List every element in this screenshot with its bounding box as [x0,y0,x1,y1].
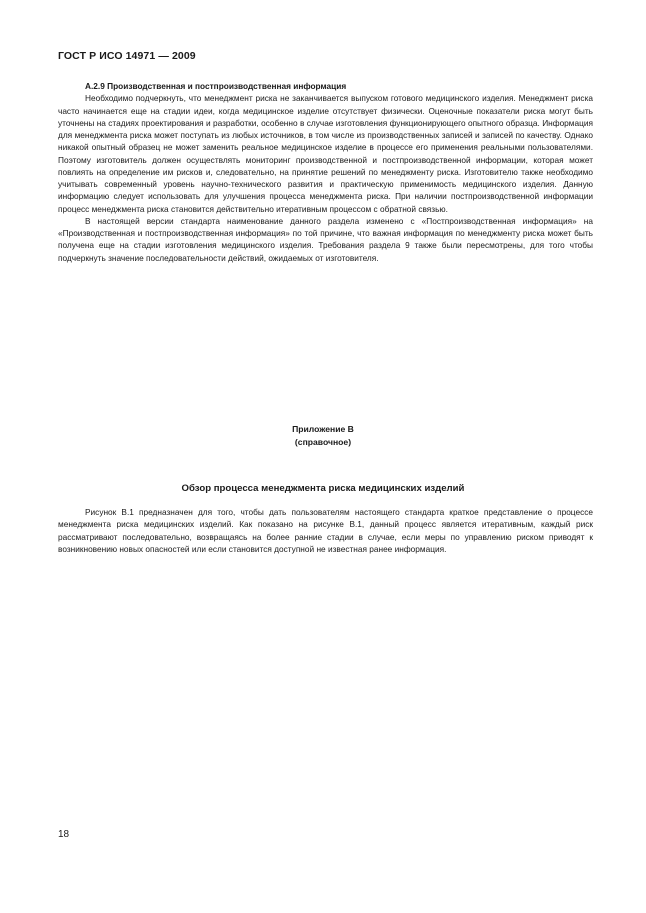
appendix-title: Приложение В [292,424,354,434]
appendix-heading [0,423,646,448]
document-header-title: ГОСТ Р ИСО 14971 — 2009 [58,50,196,62]
section-a-2-9 [58,80,593,264]
paragraph: Необходимо подчеркнуть, что менеджмент риска не заканчивается выпуском готового медицинского изделия. Менеджмент риска часто начинается еще на стадии идеи, когда медицинское изделие отсутствует физически. Оценочные показатели риска могут быть уточнены на стадиях проектирования и разработки, особенно в случае изготовления функционирующего опытного образца. Информация для менеджмента риска может поступать из любых источников, в том числе из производственных записей и записей по качеству. Однако никакой опытный образец не может заменить реальное медицинское изделие в процессе его применения реальными пользователями. Поэтому изготовитель должен осуществлять мониторинг производственной и постпроизводственной информации, которая может повлиять на определение им рисков и, следовательно, на принятие решений по менеджменту риска. Изготовителю также необходимо учитывать современный уровень научно-технического развития и практическую применимость медицинского изделия. Данную информацию следует использовать для улучшения процесса менеджмента риска. При наличии постпроизводственной информации процесс менеджмента риска становится действительно итеративным процессом с обратной связью. [58,93,593,214]
overview-title: Обзор процесса менеджмента риска медицинских изделий [181,483,465,494]
section-heading: А.2.9 Производственная и постпроизводственная информация [85,81,347,91]
paragraph: Рисунок В.1 предназначен для того, чтобы дать пользователям настоящего стандарта краткое представление о процессе менеджмента риска медицинских изделий. Как показано на рисунке В.1, данный процесс является итеративным, каждый риск рассматривают последовательно, возвращаясь на более ранние стадии в случае, если меры по управлению риском приводят к возникновению новых опасностей или если становится доступной не известная ранее информация. [58,507,593,554]
paragraph: В настоящей версии стандарта наименование данного раздела изменено с «Постпроизводственная информация» на «Производственная и постпроизводственная информация» по той причине, что важная информация по менеджменту риска может быть получена еще на стадии изготовления медицинского изделия. Требования раздела 9 также были пересмотрены, для того чтобы подчеркнуть значение последовательности действий, ожидаемых от изготовителя. [58,215,593,263]
page-number: 18 [58,829,70,840]
appendix-subtitle: (справочное) [294,436,352,447]
overview-section [58,506,593,555]
